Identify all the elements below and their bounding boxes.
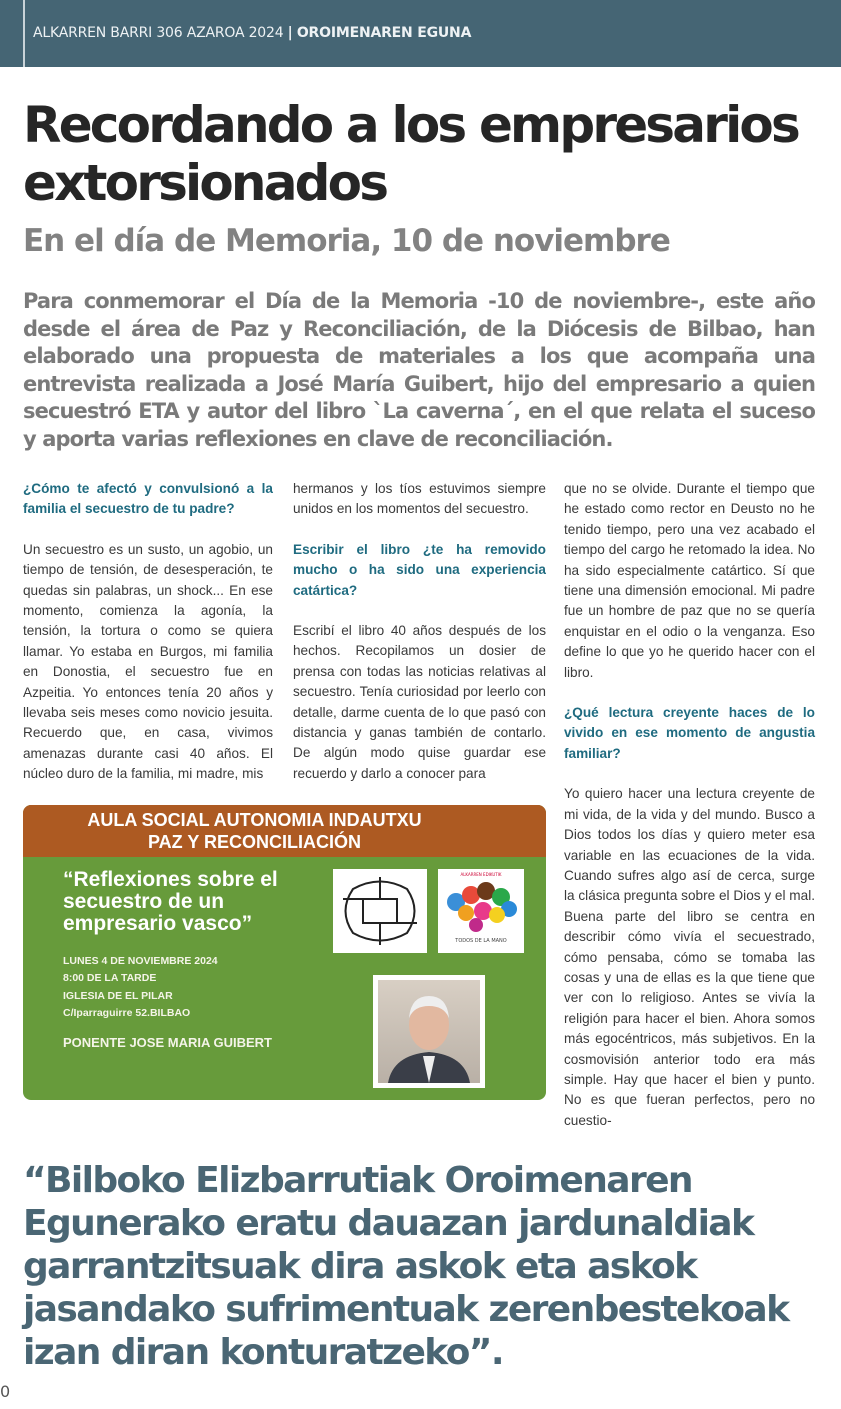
- answer-3: Yo quiero hacer una lectura creyente de mi vida, de la vida y del mundo. Busco a Dios todos los días y quiero meter esa variable en las ecuaciones de la vida. Cuando sufres algo así de cerca, surge la clásica pregunta sobre el Dios y el mal. Buena parte del libro se centra en describir cómo vivía el secuestrado, cómo pensaba, cómo se tomaba las cosas y una de ellas es la que tiene que ver con lo religioso. Antes se vivía la religión para hacer el bien. Ahora somos más egocéntricos, más subjetivos. En la cosmovisión anterior todo era más simple. Hay que hacer el bien y punto. No es que fueran perfectos, pero no cuestio-: [564, 786, 815, 1128]
- left-columns: [23, 479, 546, 805]
- speaker-portrait: [378, 980, 480, 1083]
- answer-1-part-2: hermanos y los tíos estuvimos siempre unidos en los momentos del secuestro.: [293, 481, 546, 517]
- poster-info: [63, 953, 323, 1023]
- article-subtitle: En el día de Memoria, 10 de noviembre: [23, 223, 670, 259]
- question-1: ¿Cómo te afectó y convulsionó a la familia el secuestro de tu padre?: [23, 481, 273, 517]
- article-lead: Para conmemorar el Día de la Memoria -10 de noviembre-, este año desde el área de Paz y Reconciliación, de la Diócesis de Bilbao, han elaborado una propuesta de materiales a los que acompaña una entrevista realizada a José María Guibert, hijo del empresario a quien secuestró ETA y autor del libro `La caverna´, en el que relata el suceso y aporta varias reflexiones en clave de reconciliación.: [23, 289, 815, 451]
- answer-2-part-1: Escribí el libro 40 años después de los hechos. Recopilamos un dosier de prensa con todas las noticias relativas al secuestro. Tenía curiosidad por leerlo con detalle, darme cuenta de lo que pasó con distancia y ganas también de contarlo. De algún modo quise guardar ese recuerdo y darlo a conocer para: [293, 623, 546, 781]
- header-divider: [23, 0, 25, 67]
- poster-address: C/Iparraguirre 52.BILBAO: [63, 1007, 191, 1020]
- poster-date: LUNES 4 DE NOVIEMBRE 2024: [63, 954, 218, 967]
- poster-band-line-2: PAZ Y RECONCILIACIÓN: [147, 831, 362, 852]
- logo-bottom-text: TODOS DE LA MANO: [455, 937, 507, 944]
- question-3: ¿Qué lectura creyente haces de lo vivido en ese momento de angustia familiar?: [564, 705, 815, 761]
- section-label: OROIMENAREN EGUNA: [296, 25, 472, 41]
- poster-title: “Reflexiones sobre el secuestro de un empresario vasco”: [63, 867, 278, 935]
- question-2: Escribir el libro ¿te ha removido mucho o ha sido una experiencia catártica?: [293, 541, 546, 598]
- article-body: [23, 479, 817, 1131]
- header-text: [33, 25, 471, 41]
- event-poster: [23, 805, 546, 1100]
- poster-speaker: PONENTE JOSE MARIA GUIBERT: [63, 1034, 272, 1050]
- joined-hands-icon: [333, 869, 427, 953]
- colored-hands-icon: [441, 877, 521, 937]
- poster-text: [63, 869, 323, 1088]
- header-bar: [0, 0, 841, 67]
- poster-body: [23, 857, 546, 1100]
- pull-quote: “Bilboko Elizbarrutiak Oroimenaren Egunerako eratu dauazan jardunaldiak garrantzitsuak dira askok eta askok jasandako sufrimentuak zerenbestekoak izan diran konturatzeko”.: [23, 1160, 789, 1374]
- issue-label: ALKARREN BARRI 306 AZAROA 2024: [33, 25, 284, 41]
- hands-logo-image: [438, 869, 524, 953]
- article-title: Recordando a los empresarios extorsionados: [23, 96, 798, 212]
- article: [0, 96, 841, 1409]
- poster-band: [23, 805, 546, 857]
- column-3: [564, 479, 815, 1131]
- header-separator: |: [287, 25, 293, 41]
- answer-1-part-1: Un secuestro es un susto, un agobio, un tiempo de tensión, de desesperación, te quedas sin palabras, un shock... En ese momento, comienza la agonía, la tensión, la tortura o como se quiera llamar. Yo estaba en Burgos, mi familia en Donostia, el secuestro fue en Azpeitia. Yo entonces tenía 20 años y llevaba seis meses como novicio jesuita. Recuerdo que, en casa, vivimos amenazas durante casi 40 años. El núcleo duro de la familia, mi madre, mis: [23, 541, 273, 782]
- left-area: [23, 479, 546, 1100]
- column-1: [23, 479, 273, 805]
- answer-2-part-2: que no se olvide. Durante el tiempo que he estado como rector en Deusto no he tenido tiempo, pero una vez acabado el tiempo del cargo he retomado la idea. No ha sido especialmente catártico. Sí que tiene una dimensión emocional. Mi padre fue un hombre de paz que no se quería enquistar en el odio o la venganza. Eso define lo que yo he querido hacer con el libro.: [564, 481, 815, 680]
- logo-top-text: ALKARREN EDIKUTIK: [460, 871, 502, 877]
- poster-time: 8:00 DE LA TARDE: [63, 972, 157, 985]
- column-2: [293, 479, 546, 804]
- page-number: 0: [0, 1382, 11, 1402]
- poster-place: IGLESIA DE EL PILAR: [63, 989, 173, 1002]
- poster-logos: [333, 869, 524, 953]
- speaker-photo: [373, 975, 485, 1088]
- poster-images: [333, 869, 524, 1088]
- poster-band-line-1: AULA SOCIAL AUTONOMIA INDAUTXU: [87, 809, 422, 830]
